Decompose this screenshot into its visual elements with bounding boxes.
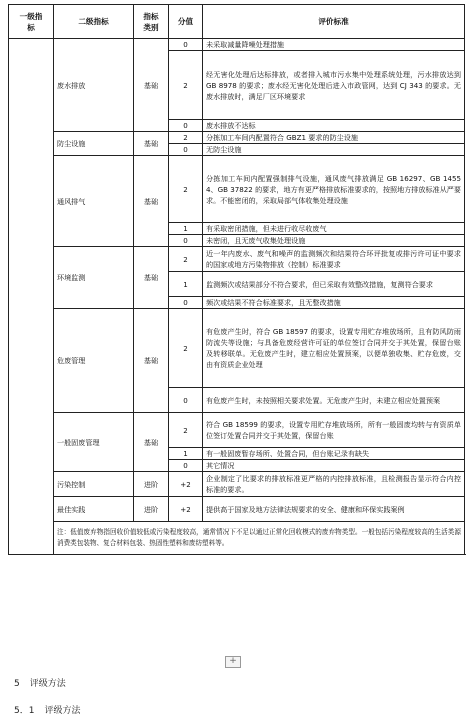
standard-cell: 监测频次或结果部分不符合要求，但已采取有效整改措施，复测符合要求	[203, 272, 465, 297]
score-cell: 0	[169, 460, 203, 472]
indicator-hazardous: 危废管理	[54, 309, 134, 413]
table-header-row	[9, 5, 465, 39]
score-cell: +2	[169, 472, 203, 497]
standard-cell: 分拣加工车间内配置符合 GBZ1 要求的防尘设施	[203, 132, 465, 144]
table-row	[9, 472, 465, 497]
section-heading-5	[14, 676, 66, 689]
standard-cell: 近一年内废水、废气和噪声的监测频次和结果符合环评批复或排污许可证中要求的国家或地方污染物排放（控制）标准要求	[203, 247, 465, 272]
category-cell: 进阶	[134, 497, 169, 522]
standard-cell: 有危废产生时，未按照相关要求处置。无危废产生时，未建立相应处置预案	[203, 388, 465, 413]
score-cell: 1	[169, 448, 203, 460]
table-resize-handle[interactable]: +	[225, 656, 241, 668]
indicator-wastewater: 废水排放	[54, 39, 134, 132]
table-row	[9, 497, 465, 522]
category-cell: 进阶	[134, 472, 169, 497]
indicator-ventilation: 通风排气	[54, 156, 134, 247]
header-level2: 二级指标	[54, 5, 134, 39]
table-row	[9, 156, 465, 223]
standard-cell: 频次或结果不符合标准要求，且无整改措施	[203, 297, 465, 309]
table-note-row	[9, 522, 465, 555]
evaluation-table	[8, 4, 465, 555]
document-page	[8, 4, 464, 555]
table-row	[9, 413, 465, 448]
section-title: 评级方法	[29, 679, 66, 689]
score-cell: 0	[169, 297, 203, 309]
standard-cell: 有危废产生时，符合 GB 18597 的要求，设置专用贮存堆放场所，且有防风防雨防流失等设施；与具备危废经营许可证的单位签订合同并交于其处置，保留台账及转移联单。无危废产生时，建立相应处置预案，以便单独收集、贮存危废，交由有资质企业处理	[203, 309, 465, 388]
table-row	[9, 39, 465, 51]
indicator-monitoring: 环境监测	[54, 247, 134, 309]
standard-cell: 其它情况	[203, 460, 465, 472]
section-number: 5	[14, 679, 20, 689]
standard-cell: 有采取密闭措施，但未进行收尽收废气	[203, 223, 465, 235]
score-cell: 2	[169, 51, 203, 120]
score-cell: 0	[169, 235, 203, 247]
table-row	[9, 132, 465, 144]
standard-cell: 未密闭，且无废气收集处理设施	[203, 235, 465, 247]
section-number: 5．1	[14, 706, 35, 716]
score-cell: 2	[169, 309, 203, 388]
header-score: 分值	[169, 5, 203, 39]
standard-cell: 企业制定了比要求的排放标准更严格的内控排放标准，且检测报告显示符合内控标准的要求。	[203, 472, 465, 497]
standard-cell: 无防尘设施	[203, 144, 465, 156]
standard-cell: 废水排放不达标	[203, 120, 465, 132]
indicator-pollution-control: 污染控制	[54, 472, 134, 497]
indicator-dust: 防尘设施	[54, 132, 134, 156]
standard-cell: 符合 GB 18599 的要求，设置专用贮存堆放场所，所有一般固废均转与有资质单位签订处置合同并交于其处置，保留台账	[203, 413, 465, 448]
standard-cell: 经无害化处理后达标排放，或者排入城市污水集中处理系统处理，污水排放达到 GB 8978 的要求；废水经无害化处理后进入市政管网，达到 CJ 343 的要求。无废水排放时，满足厂区环境要求	[203, 51, 465, 120]
standard-cell: 未采取减量降噪处理措施	[203, 39, 465, 51]
score-cell: 2	[169, 413, 203, 448]
standard-cell: 分拣加工车间内配置强制排气设施，通风废气排放满足 GB 16297、GB 14554、GB 37822 的要求，地方有更严格排放标准要求的，按照地方排放标准从严要求。不能密闭的，采取局部气体收集处理设施	[203, 156, 465, 223]
table-note: 注：低值废弃物指回收价值较低或污染程度较高，通常情况下不足以通过正常化回收模式的废弃物类型。一般包括污染程度较高的生活类源消费类包装物、复合材料包装、热固性塑料和废纺塑料等。	[54, 522, 465, 555]
category-cell: 基础	[134, 413, 169, 472]
indicator-solid-waste: 一般固废管理	[54, 413, 134, 472]
score-cell: 2	[169, 156, 203, 223]
header-standard: 评价标准	[203, 5, 465, 39]
score-cell: 1	[169, 272, 203, 297]
score-cell: 2	[169, 247, 203, 272]
standard-cell: 提供高于国家及地方法律法规要求的安全、健康和环保实践案例	[203, 497, 465, 522]
category-cell: 基础	[134, 39, 169, 132]
score-cell: +2	[169, 497, 203, 522]
score-cell: 2	[169, 132, 203, 144]
table-row	[9, 247, 465, 272]
category-cell: 基础	[134, 156, 169, 247]
score-cell: 0	[169, 120, 203, 132]
table-row	[9, 309, 465, 388]
standard-cell: 有一般固废暂存场所、处置合同，但台账记录有缺失	[203, 448, 465, 460]
category-cell: 基础	[134, 132, 169, 156]
score-cell: 0	[169, 39, 203, 51]
level1-cell	[9, 39, 54, 555]
header-category: 指标 类别	[134, 5, 169, 39]
score-cell: 0	[169, 144, 203, 156]
category-cell: 基础	[134, 309, 169, 413]
indicator-best-practice: 最佳实践	[54, 497, 134, 522]
score-cell: 1	[169, 223, 203, 235]
category-cell: 基础	[134, 247, 169, 309]
section-heading-5-1	[14, 703, 80, 716]
section-title: 评级方法	[44, 706, 81, 716]
header-level1: 一级指 标	[9, 5, 54, 39]
score-cell: 0	[169, 388, 203, 413]
